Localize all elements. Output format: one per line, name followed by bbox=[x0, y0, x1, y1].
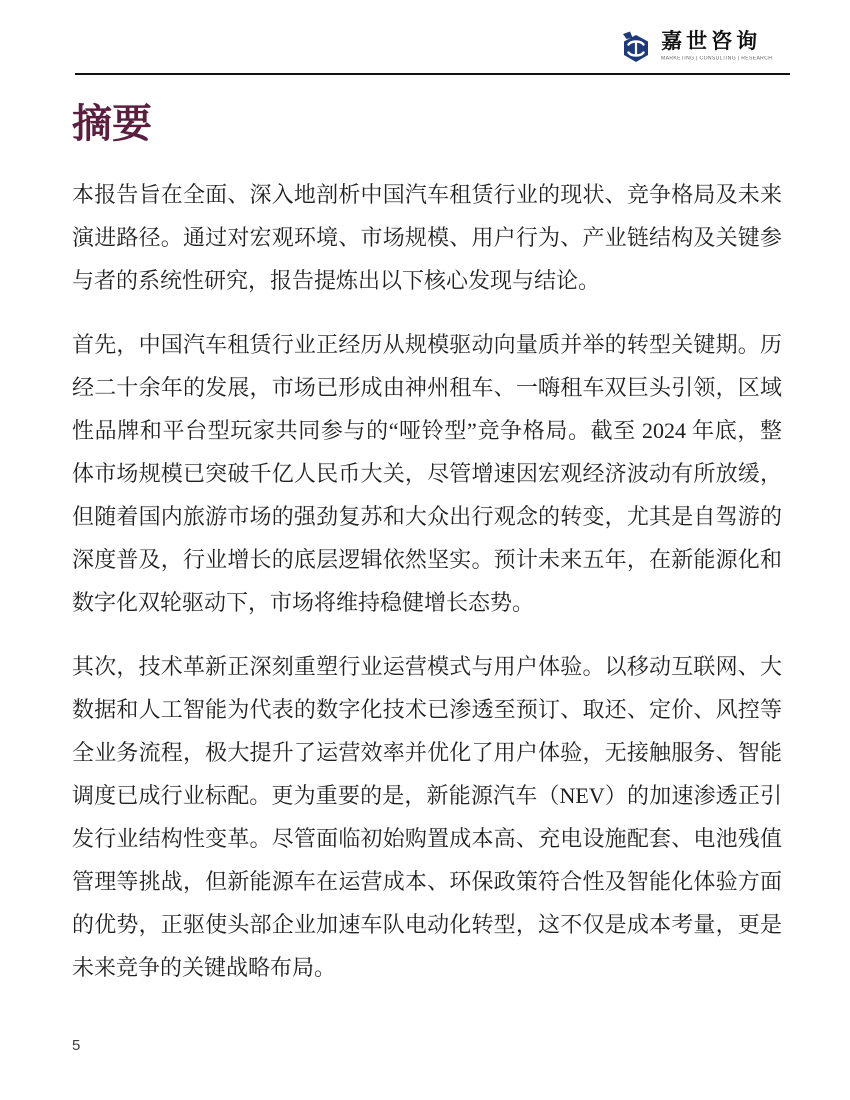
brand-logo bbox=[620, 30, 792, 66]
summary-paragraph-intro: 本报告旨在全面、深入地剖析中国汽车租赁行业的现状、竞争格局及未来演进路径。通过对宏观环境、市场规模、用户行为、产业链结构及关键参与者的系统性研究，报告提炼出以下核心发现与结论。 bbox=[72, 182, 782, 293]
summary-paragraph-market: 首先，中国汽车租赁行业正经历从规模驱动向量质并举的转型关键期。历经二十余年的发展，市场已形成由神州租车、一嗨租车双巨头引领，区域性品牌和平台型玩家共同参与的“哑铃型”竞争格局。截至 2024 年底，整体市场规模已突破千亿人民币大关，尽管增速因宏观经济波动有所放缓，但随着国内旅游市场的强劲复苏和大众出行观念的转变，尤其是自驾游的深度普及，行业增长的底层逻辑依然坚实。预计未来五年，在新能源化和数字化双轮驱动下，市场将维持稳健增长态势。 bbox=[72, 332, 782, 615]
page-title: 摘要 bbox=[72, 101, 152, 146]
summary-paragraph-technology: 其次，技术革新正深刻重塑行业运营模式与用户体验。以移动互联网、大数据和人工智能为代表的数字化技术已渗透至预订、取还、定价、风控等全业务流程，极大提升了运营效率并优化了用户体验，无接触服务、智能调度已成行业标配。更为重要的是，新能源汽车（NEV）的加速渗透正引发行业结构性变革。尽管面临初始购置成本高、充电设施配套、电池残值管理等挑战，但新能源车在运营成本、环保政策符合性及智能化体验方面的优势，正驱使头部企业加速车队电动化转型，这不仅是成本考量，更是未来竞争的关键战略布局。 bbox=[72, 654, 782, 980]
brand-tagline: MARKETING | CONSULTING | RESEARCH bbox=[661, 56, 773, 62]
company-logo-icon bbox=[620, 30, 652, 66]
brand-name: 嘉世咨询 bbox=[661, 30, 762, 53]
document-body bbox=[72, 101, 782, 1010]
header-divider bbox=[75, 73, 790, 75]
page-number: 5 bbox=[72, 1037, 81, 1054]
